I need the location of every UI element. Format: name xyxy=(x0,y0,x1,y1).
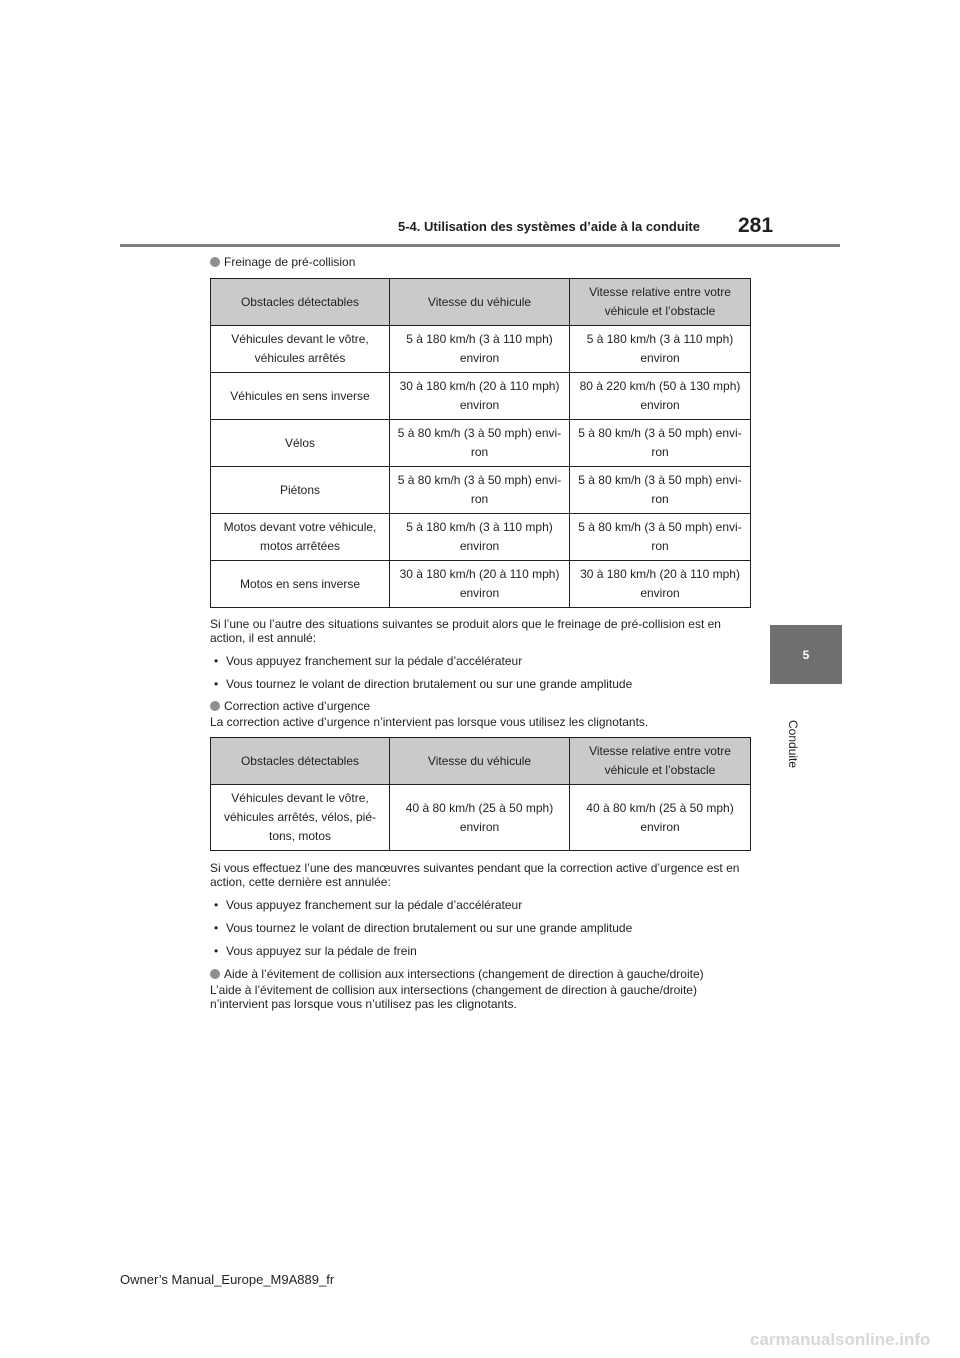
table-row xyxy=(211,561,751,608)
bullet-dot-icon xyxy=(210,969,220,979)
list-bullet: • xyxy=(214,654,219,668)
table-cell: 5 à 80 km/h (3 à 50 mph) envi-ron xyxy=(390,467,570,514)
table-cell: 30 à 180 km/h (20 à 110 mph) environ xyxy=(390,373,570,420)
chapter-tab[interactable] xyxy=(770,625,842,684)
paragraph: La correction active d’urgence n’intervient pas lorsque vous utilisez les clignotants. xyxy=(210,715,649,729)
footer-doc-id: Owner’s Manual_Europe_M9A889_fr xyxy=(120,1272,335,1287)
paragraph: L’aide à l’évitement de collision aux intersections (changement de direction à gauche/droite) n’intervient pas lorsque vous n’utilisez pas les clignotants. xyxy=(210,983,697,1011)
bullet-dot-icon xyxy=(210,701,220,711)
chapter-label xyxy=(786,720,806,800)
table-header: Obstacles détectables xyxy=(211,279,390,326)
table-cell: 30 à 180 km/h (20 à 110 mph) environ xyxy=(570,561,751,608)
watermark: carmanualsonline.info xyxy=(750,1330,931,1349)
table-cell: 5 à 80 km/h (3 à 50 mph) envi-ron xyxy=(570,420,751,467)
table-cell: 30 à 180 km/h (20 à 110 mph) environ xyxy=(390,561,570,608)
table-header: Vitesse du véhicule xyxy=(390,279,570,326)
section-heading-text: Freinage de pré-collision xyxy=(224,255,356,269)
table-cell: 5 à 180 km/h (3 à 110 mph) environ xyxy=(570,326,751,373)
table-cell: 5 à 80 km/h (3 à 50 mph) envi-ron xyxy=(570,467,751,514)
table-cell: Motos devant votre véhicule, motos arrêtées xyxy=(211,514,390,561)
main-content xyxy=(210,255,755,1011)
table-header: Obstacles détectables xyxy=(211,738,390,785)
section-heading xyxy=(210,967,755,981)
table-cell: Véhicules devant le vôtre, véhicules arrêtés, vélos, pié-tons, motos xyxy=(211,785,390,851)
table-cell: Véhicules devant le vôtre, véhicules arrêtés xyxy=(211,326,390,373)
list-item xyxy=(210,898,755,912)
table-row xyxy=(211,373,751,420)
table-cell: Véhicules en sens inverse xyxy=(211,373,390,420)
header-divider xyxy=(120,244,840,247)
page-number: 281 xyxy=(738,214,774,237)
chapter-number: 5 xyxy=(802,647,810,662)
table-cell: 5 à 180 km/h (3 à 110 mph) environ xyxy=(390,514,570,561)
list-bullet: • xyxy=(214,921,219,935)
bullet-dot-icon xyxy=(210,257,220,267)
table-header-row xyxy=(211,738,751,785)
list-item-text: Vous appuyez franchement sur la pédale d’accélérateur xyxy=(226,898,523,912)
precollision-table xyxy=(210,278,751,608)
table-row xyxy=(211,785,751,851)
table-cell: 40 à 80 km/h (25 à 50 mph) environ xyxy=(570,785,751,851)
table-cell: Vélos xyxy=(211,420,390,467)
table-cell: 40 à 80 km/h (25 à 50 mph) environ xyxy=(390,785,570,851)
section-heading-text: Correction active d’urgence xyxy=(224,699,371,713)
list-item-text: Vous appuyez franchement sur la pédale d’accélérateur xyxy=(226,654,523,668)
list-item xyxy=(210,944,755,958)
section-heading xyxy=(210,699,755,713)
table-cell: Motos en sens inverse xyxy=(211,561,390,608)
table-header: Vitesse du véhicule xyxy=(390,738,570,785)
table-row xyxy=(211,467,751,514)
table-cell: 5 à 80 km/h (3 à 50 mph) envi-ron xyxy=(570,514,751,561)
table-row xyxy=(211,326,751,373)
section-title: 5-4. Utilisation des systèmes d’aide à la conduite xyxy=(398,219,700,234)
paragraph: Si l’une ou l’autre des situations suivantes se produit alors que le freinage de pré-collision est en action, il est annulé: xyxy=(210,617,721,645)
list-item-text: Vous appuyez sur la pédale de frein xyxy=(226,944,417,958)
list-bullet: • xyxy=(214,898,219,912)
table-cell: 5 à 180 km/h (3 à 110 mph) environ xyxy=(390,326,570,373)
list-item xyxy=(210,677,755,691)
table-row xyxy=(211,514,751,561)
table-row xyxy=(211,420,751,467)
section-heading-text: Aide à l’évitement de collision aux intersections (changement de direction à gauche/droite) xyxy=(224,967,704,981)
table-header-row xyxy=(211,279,751,326)
table-cell: 80 à 220 km/h (50 à 130 mph) environ xyxy=(570,373,751,420)
list-item xyxy=(210,654,755,668)
table-header: Vitesse relative entre votre véhicule et l’obstacle xyxy=(570,279,751,326)
list-item-text: Vous tournez le volant de direction brutalement ou sur une grande amplitude xyxy=(226,677,633,691)
table-header: Vitesse relative entre votre véhicule et l’obstacle xyxy=(570,738,751,785)
list-item xyxy=(210,921,755,935)
list-bullet: • xyxy=(214,677,219,691)
section-heading xyxy=(210,255,755,269)
list-bullet: • xyxy=(214,944,219,958)
paragraph: Si vous effectuez l’une des manœuvres suivantes pendant que la correction active d’urgence est en action, cette dernière est annulée: xyxy=(210,861,740,889)
chapter-label-text: Conduite xyxy=(786,720,800,769)
list-item-text: Vous tournez le volant de direction brutalement ou sur une grande amplitude xyxy=(226,921,633,935)
table-cell: Piétons xyxy=(211,467,390,514)
table-cell: 5 à 80 km/h (3 à 50 mph) envi-ron xyxy=(390,420,570,467)
emergency-steering-table xyxy=(210,737,751,851)
